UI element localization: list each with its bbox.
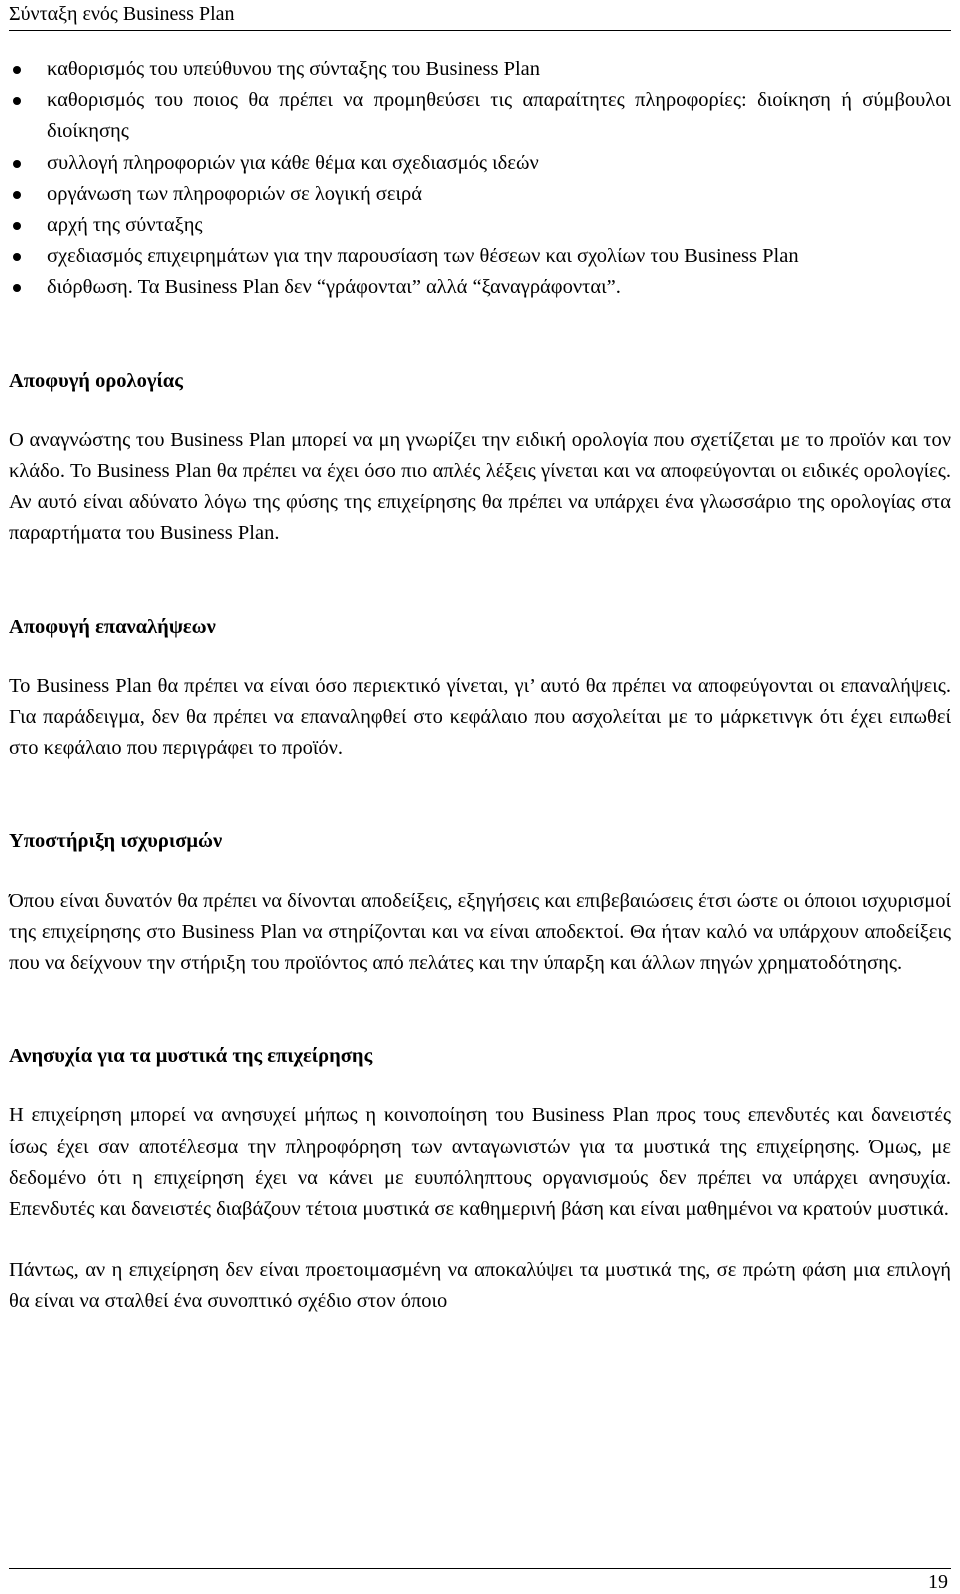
page-number: 19	[928, 1571, 948, 1593]
bullet-icon	[13, 66, 21, 74]
list-item: διόρθωση. Τα Business Plan δεν “γράφονται” αλλά “ξαναγράφονται”.	[9, 272, 951, 303]
bullet-icon	[13, 284, 21, 292]
section-heading-terminology: Αποφυγή ορολογίας	[9, 369, 183, 392]
bullet-icon	[13, 222, 21, 230]
bullet-icon	[13, 97, 21, 105]
section-heading-secrets: Ανησυχία για τα μυστικά της επιχείρησης	[9, 1045, 373, 1068]
list-item: καθορισμός του υπεύθυνου της σύνταξης του Business Plan	[9, 54, 951, 85]
list-item: καθορισμός του ποιος θα πρέπει να προμηθεύσει τις απαραίτητες πληροφορίες: διοίκηση ή σύμβουλοι διοίκησης	[9, 85, 951, 147]
list-item: οργάνωση των πληροφοριών σε λογική σειρά	[9, 179, 951, 210]
section-heading-claims: Υποστήριξη ισχυρισμών	[9, 830, 223, 853]
page-header	[9, 0, 951, 31]
section-heading-repetition: Αποφυγή επαναλήψεων	[9, 615, 216, 638]
steps-bullet-list	[9, 54, 951, 304]
list-item: σχεδιασμός επιχειρημάτων για την παρουσίαση των θέσεων και σχολίων του Business Plan	[9, 241, 951, 272]
running-title: Σύνταξη ενός Business Plan	[9, 3, 235, 25]
bullet-icon	[13, 191, 21, 199]
paragraph-secrets-2: Πάντως, αν η επιχείρηση δεν είναι προετοιμασμένη να αποκαλύψει τα μυστικά της, σε πρώτη φάση μια επιλογή θα είναι να σταλθεί ένα συνοπτικό σχέδιο στον όποιο	[9, 1259, 951, 1313]
list-item: αρχή της σύνταξης	[9, 210, 951, 241]
paragraph-terminology: Ο αναγνώστης του Business Plan μπορεί να μη γνωρίζει την ειδική ορολογία που σχετίζεται με το προϊόν και τον κλάδο. Το Business Plan θα πρέπει να έχει όσο πιο απλές λέξεις γίνεται και να αποφεύγονται οι ειδικές ορολογίες. Αν αυτό είναι αδύνατο λόγω της φύσης της επιχείρησης θα πρέπει να υπάρχει ένα γλωσσάριο της ορολογίας στα παραρτήματα του Business Plan.	[9, 428, 951, 545]
bullet-icon	[13, 160, 21, 168]
paragraph-secrets-1: Η επιχείρηση μπορεί να ανησυχεί μήπως η κοινοποίηση του Business Plan προς τους επενδυτές και δανειστές ίσως έχει σαν αποτέλεσμα την πληροφόρηση των ανταγωνιστών για τα μυστικά της επιχείρησης. Όμως, με δεδομένο ότι η επιχείρηση έχει να κάνει με ευυπόληπτους οργανισμούς δεν πρέπει να υπάρχει ανησυχία. Επενδυτές και δανειστές διαβάζουν τέτοια μυστικά σε καθημερινή βάση και είναι μαθημένοι να κρατούν μυστικά.	[9, 1104, 951, 1221]
bullet-icon	[13, 253, 21, 261]
footer-rule	[9, 1568, 951, 1569]
paragraph-claims: Όπου είναι δυνατόν θα πρέπει να δίνονται αποδείξεις, εξηγήσεις και επιβεβαιώσεις έτσι ώστε οι όποιοι ισχυρισμοί της επιχείρησης στο Business Plan να στηρίζονται και να είναι αποδεκτοί. Θα ήταν καλό να υπάρχουν αποδείξεις που να δείχνουν την στήριξη του προϊόντος από πελάτες και την ύπαρξη και άλλων πηγών χρηματοδότησης.	[9, 889, 951, 975]
paragraph-repetition: Το Business Plan θα πρέπει να είναι όσο περιεκτικό γίνεται, γι’ αυτό θα πρέπει να αποφεύγονται οι επαναλήψεις. Για παράδειγμα, δεν θα πρέπει να επαναληφθεί στο κεφάλαιο που ασχολείται με το μάρκετινγκ ότι έχει ειπωθεί στο κεφάλαιο που περιγράφει το προϊόν.	[9, 674, 951, 760]
document-body	[9, 54, 951, 1318]
list-item: συλλογή πληροφοριών για κάθε θέμα και σχεδιασμός ιδεών	[9, 148, 951, 179]
